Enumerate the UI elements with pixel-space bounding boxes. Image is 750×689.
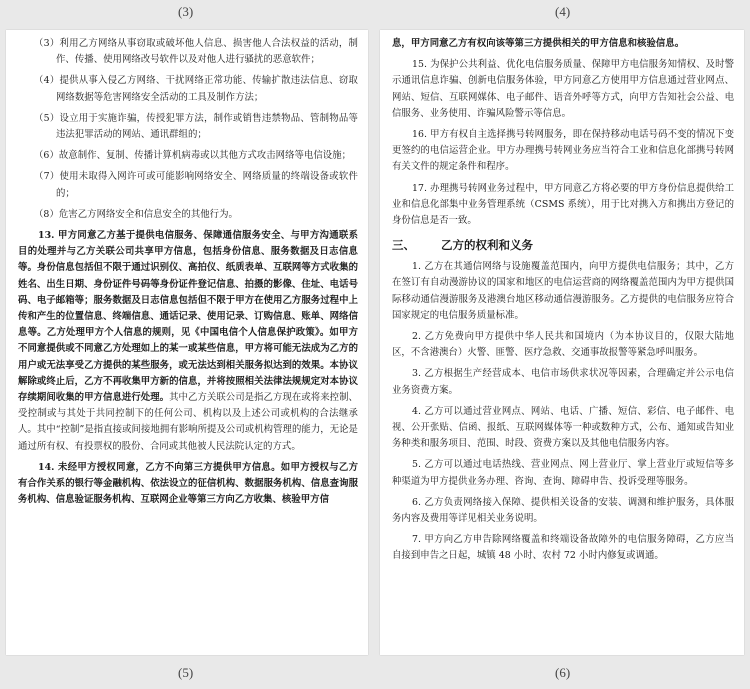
list-item-number: （5）	[34, 112, 60, 124]
clause-14-continued: 息，甲方同意乙方有权向该等第三方提供相关的甲方信息和核验信息。	[392, 38, 685, 49]
list-item-number: （6）	[34, 150, 59, 162]
list-item	[18, 169, 358, 201]
clause-15: 15. 为保护公共利益、优化电信服务质量、保障甲方电信服务知情权、及时警示通讯信息诈骗、创新电信服务体验，甲方同意乙方使用甲方信息通过营业网点、网站、短信、互联网媒体、电子邮件、语音外呼等方式，向甲方告知社会公益、电信服务、业务使用、诈骗风险警示等信息。	[392, 59, 734, 119]
section-number: 三、	[392, 238, 415, 253]
list-item: 5. 乙方可以通过电话热线、营业网点、网上营业厅、掌上营业厅或短信等多种渠道为甲方提供业务办理、咨询、查询、障碍申告、投诉受理等服务。	[392, 459, 734, 487]
list-item-number: （3）	[34, 38, 60, 49]
document-page-5	[6, 30, 368, 655]
list-item: 4. 乙方可以通过营业网点、网站、电话、广播、短信、彩信、电子邮件、电视、公开张贴、信函、报纸、互联网媒体等一种或数种方式，公布、通知或告知业务种类和服务项目、范围、时段、资费方案以及其他电信服务内容。	[392, 405, 734, 450]
list-item-text: 使用未取得入网许可或可能影响网络安全、网络质量的终端设备或软件的；	[56, 171, 358, 199]
page-number-bottom-left: (5)	[178, 665, 194, 680]
clause-13-bold-text: 13. 甲方同意乙方基于提供电信服务、保障通信服务安全、与甲方沟通联系目的处理并与乙方关联公司共享甲方信息，包括身份信息、服务数据及日志信息等。身份信息包括但不限于通过识别仪、高拍仪、纸质表单、互联网等方式收集的姓名、出生日期、身份证件号码等身份证件登记信息、拍摄的影像、住址、电话号码、电子邮箱等；服务数据及日志信息包括但不限于甲方在使用乙方服务过程中上传和产生的位置信息、终端信息、通话记录、使用记录、订购信息、账单、网络信息等。乙方处理甲方个人信息的规则，见《中国电信个人信息保护政策》。如甲方不同意提供或不同意乙方处理如上的某一或某些信息，甲方将可能无法成为乙方的用户或无法享受乙方提供的某些服务，或无法达到相关服务拟达到的效果。本协议解除或终止后，乙方不再收集甲方新的信息，并将按照相关法律法规规定对本协议存续期间收集的甲方信息进行处理。	[18, 230, 358, 404]
page-number-top-left: (3)	[178, 4, 194, 19]
list-item-text: 提供从事入侵乙方网络、干扰网络正常功能、传输扩散违法信息、窃取网络数据等危害网络安全活动的工具及制作方法；	[56, 75, 358, 103]
list-item: 7. 甲方向乙方申告除网络覆盖和终端设备故障外的电信服务障碍，乙方应当自接到申告之日起，城镇 48 小时、农村 72 小时内修复或调通。	[392, 534, 734, 562]
list-item	[18, 207, 358, 223]
list-item-text: 故意制作、复制、传播计算机病毒或以其他方式攻击网络等电信设施；	[58, 150, 352, 162]
document-page-6	[380, 30, 744, 655]
list-item-number: （7）	[34, 171, 60, 183]
list-item	[18, 73, 358, 105]
section-title: 乙方的权利和义务	[441, 238, 533, 253]
list-item	[18, 148, 358, 164]
list-item-text: 危害乙方网络安全和信息安全的其他行为。	[58, 208, 238, 220]
clause-14: 14. 未经甲方授权同意，乙方不向第三方提供甲方信息。如甲方授权与乙方有合作关系的银行等金融机构、依法设立的征信机构、数据服务机构、信息查询服务机构、信息验证服务机构、互联网企业等第三方向乙方收集、核验甲方信	[18, 461, 358, 506]
list-item: 1. 乙方在其通信网络与设施覆盖范围内，向甲方提供电信服务；其中，乙方在签订有自动漫游协议的国家和地区的电信运营商的网络覆盖范围内为甲方提供国际移动通信漫游服务及港澳台地区移动通信漫游服务。乙方提供的电信服务应符合国家规定的电信服务质量标准。	[392, 261, 734, 321]
list-item-text: 设立用于实施诈骗，传授犯罪方法，制作或销售违禁物品、管制物品等违法犯罪活动的网站、通讯群组的；	[56, 112, 358, 141]
list-item-text: 利用乙方网络从事窃取或破坏他人信息、损害他人合法权益的活动，制作、传播、使用网络改号软件以及对他人进行骚扰的恶意软件；	[56, 38, 358, 66]
list-item	[18, 111, 358, 143]
list-item-number: （4）	[34, 75, 60, 87]
list-item: 3. 乙方根据生产经营成本、电信市场供求状况等因素，合理确定并公示电信业务资费方案。	[392, 368, 734, 396]
page-body	[392, 36, 734, 570]
clause-13	[18, 228, 358, 455]
clause-16: 16. 甲方有权自主选择携号转网服务，即在保持移动电话号码不变的情况下变更签约的电信运营企业。甲方办理携号转网业务应当符合工业和信息化部携号转网有关文件的规定条件和程序。	[392, 129, 734, 173]
list-item-number: （8）	[34, 208, 59, 220]
page-body	[18, 36, 358, 513]
page-number-top-right: (4)	[555, 4, 571, 19]
list-item: 6. 乙方负责网络接入保障、提供相关设备的安装、调测和维护服务，具体服务内容及费用等详见相关业务说明。	[392, 496, 734, 525]
list-item: 2. 乙方免费向甲方提供中华人民共和国境内（为本协议目的，仅限大陆地区，不含港澳台）火警、匪警、医疗急救、交通事故报警等紧急呼叫服务。	[392, 331, 734, 359]
clause-13-text: 其中乙方关联公司是指乙方现在或将来控制、受控制或与其处于共同控制下的任何公司、机构以及上述公司或机构的合法继承人。其中“控制”是指直接或间接地拥有影响所提及公司或机构管理的能力，无论是通过所有权、有投票权的股份、合同或其他被人民法院认定的方式。	[18, 392, 358, 452]
list-item	[18, 36, 358, 68]
clause-17: 17. 办理携号转网业务过程中，甲方同意乙方将必要的甲方身份信息提供给工业和信息化部集中业务管理系统（CSMS 系统），用于比对携入方和携出方登记的身份信息是否一致。	[392, 182, 734, 227]
section-heading	[392, 237, 734, 253]
page-number-bottom-right: (6)	[555, 665, 571, 680]
